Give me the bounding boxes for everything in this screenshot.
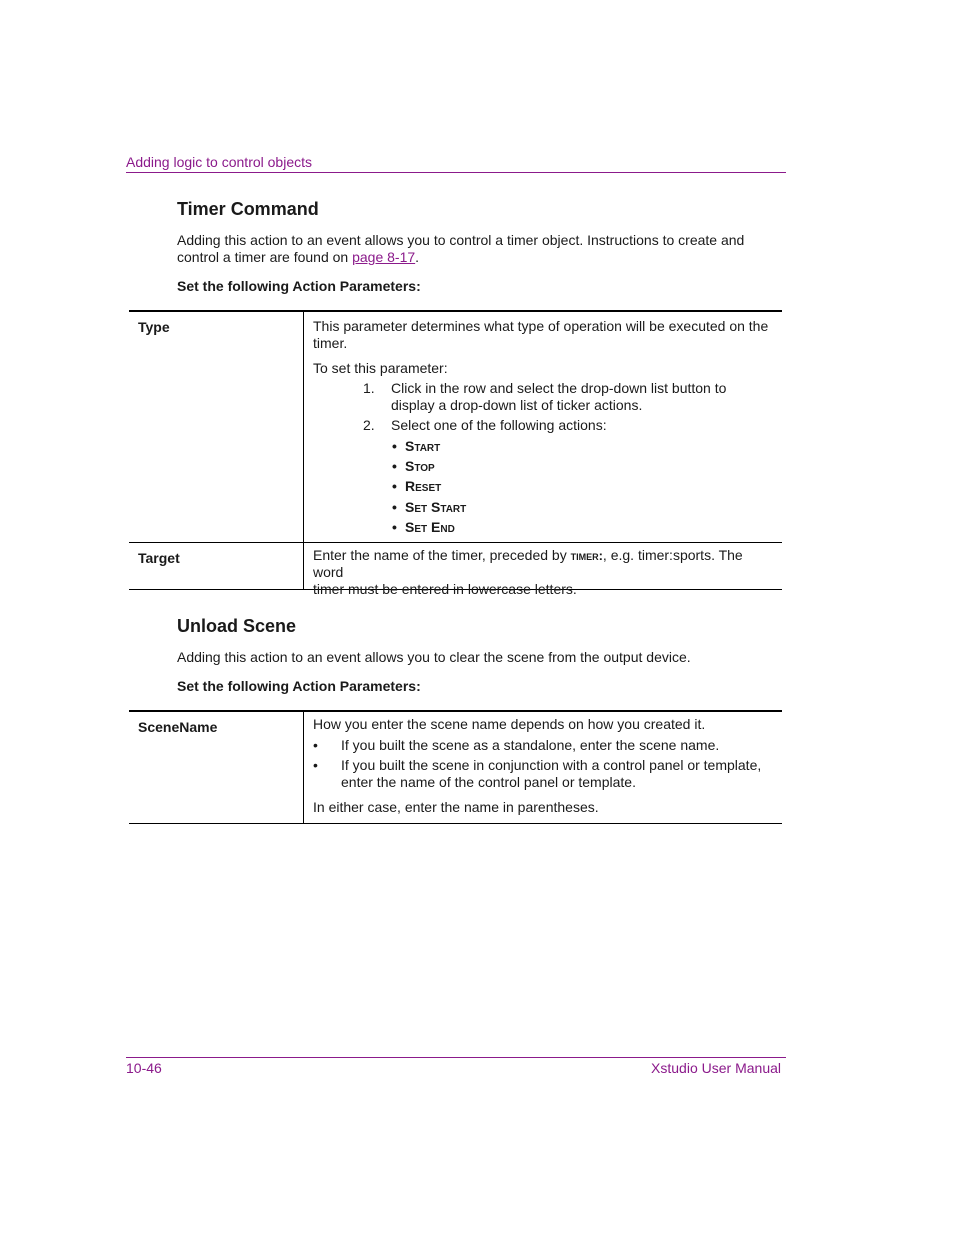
param-label-target: Target bbox=[138, 550, 180, 566]
type-description bbox=[313, 318, 775, 352]
bullet-icon: • bbox=[392, 438, 397, 454]
manual-title: Xstudio User Manual bbox=[651, 1060, 781, 1076]
unload-scene-heading: Unload Scene bbox=[177, 616, 297, 636]
timer-intro-period: . bbox=[415, 249, 420, 265]
bullet-icon: • bbox=[313, 737, 318, 753]
step-text: Click in the row and select the drop-down list button to display a drop-down list of ticker actions. bbox=[391, 380, 727, 413]
action-name: Set End bbox=[405, 519, 455, 535]
bullet-icon: • bbox=[392, 458, 397, 474]
running-header: Adding logic to control objects bbox=[126, 154, 312, 170]
step-number: 2. bbox=[363, 417, 375, 433]
timer-intro-line2: control a timer are found on bbox=[177, 249, 353, 265]
action-item-reset bbox=[129, 478, 782, 498]
action-item-set-end bbox=[129, 519, 782, 539]
unload-params-heading: Set the following Action Parameters: bbox=[177, 678, 421, 694]
type-to-set: To set this parameter: bbox=[313, 360, 448, 376]
target-code-prefix: timer: bbox=[570, 548, 603, 563]
action-name: Set Start bbox=[405, 499, 467, 515]
type-description-line2: timer. bbox=[313, 335, 348, 351]
table-row-scenename bbox=[129, 712, 782, 824]
bullet-icon: • bbox=[313, 757, 318, 773]
action-name: Reset bbox=[405, 478, 442, 494]
scenename-bullet-panel bbox=[129, 757, 782, 797]
action-item-stop bbox=[129, 458, 782, 478]
header-rule bbox=[126, 172, 786, 173]
step-2 bbox=[129, 417, 782, 437]
bullet-icon: • bbox=[392, 478, 397, 494]
bullet-text: If you built the scene in conjunction with a control panel or template, enter the name of the control panel or template. bbox=[341, 757, 762, 790]
action-name: Start bbox=[405, 438, 441, 454]
table-row-type bbox=[129, 312, 782, 543]
page-number: 10-46 bbox=[126, 1060, 162, 1076]
param-label-scenename: SceneName bbox=[138, 719, 218, 735]
bullet-icon: • bbox=[392, 499, 397, 515]
target-text-after: , e.g. timer:sports. The word bbox=[313, 547, 743, 580]
unload-parameters-table bbox=[129, 710, 782, 824]
step-number: 1. bbox=[363, 380, 375, 396]
column-divider bbox=[303, 543, 304, 589]
target-description bbox=[313, 547, 775, 598]
table-row-target bbox=[129, 543, 782, 597]
bullet-text: If you built the scene as a standalone, enter the scene name. bbox=[341, 737, 720, 753]
timer-command-heading: Timer Command bbox=[177, 199, 319, 219]
unload-intro-paragraph: Adding this action to an event allows you to clear the scene from the output device. bbox=[177, 649, 691, 665]
timer-intro-paragraph bbox=[177, 232, 757, 266]
page-8-17-link[interactable]: page 8-17 bbox=[352, 249, 416, 265]
timer-parameters-table bbox=[129, 310, 782, 597]
scenename-intro: How you enter the scene name depends on how you created it. bbox=[313, 716, 706, 732]
scenename-bullet-standalone bbox=[129, 737, 782, 757]
step-1 bbox=[129, 380, 782, 420]
footer-rule bbox=[126, 1057, 786, 1058]
timer-intro-line1: Adding this action to an event allows you to control a timer object. Instructions to create and bbox=[177, 232, 745, 248]
param-label-type: Type bbox=[138, 319, 170, 335]
target-text-line2: timer must be entered in lowercase letters. bbox=[313, 581, 577, 597]
step-text: Select one of the following actions: bbox=[391, 417, 607, 433]
scenename-closing: In either case, enter the name in parentheses. bbox=[313, 799, 599, 815]
type-description-line1: This parameter determines what type of operation will be executed on the bbox=[313, 318, 769, 334]
bullet-icon: • bbox=[392, 519, 397, 535]
action-item-start bbox=[129, 438, 782, 458]
target-text-before: Enter the name of the timer, preceded by bbox=[313, 547, 571, 563]
action-item-set-start bbox=[129, 499, 782, 519]
action-name: Stop bbox=[405, 458, 435, 474]
timer-params-heading: Set the following Action Parameters: bbox=[177, 278, 421, 294]
